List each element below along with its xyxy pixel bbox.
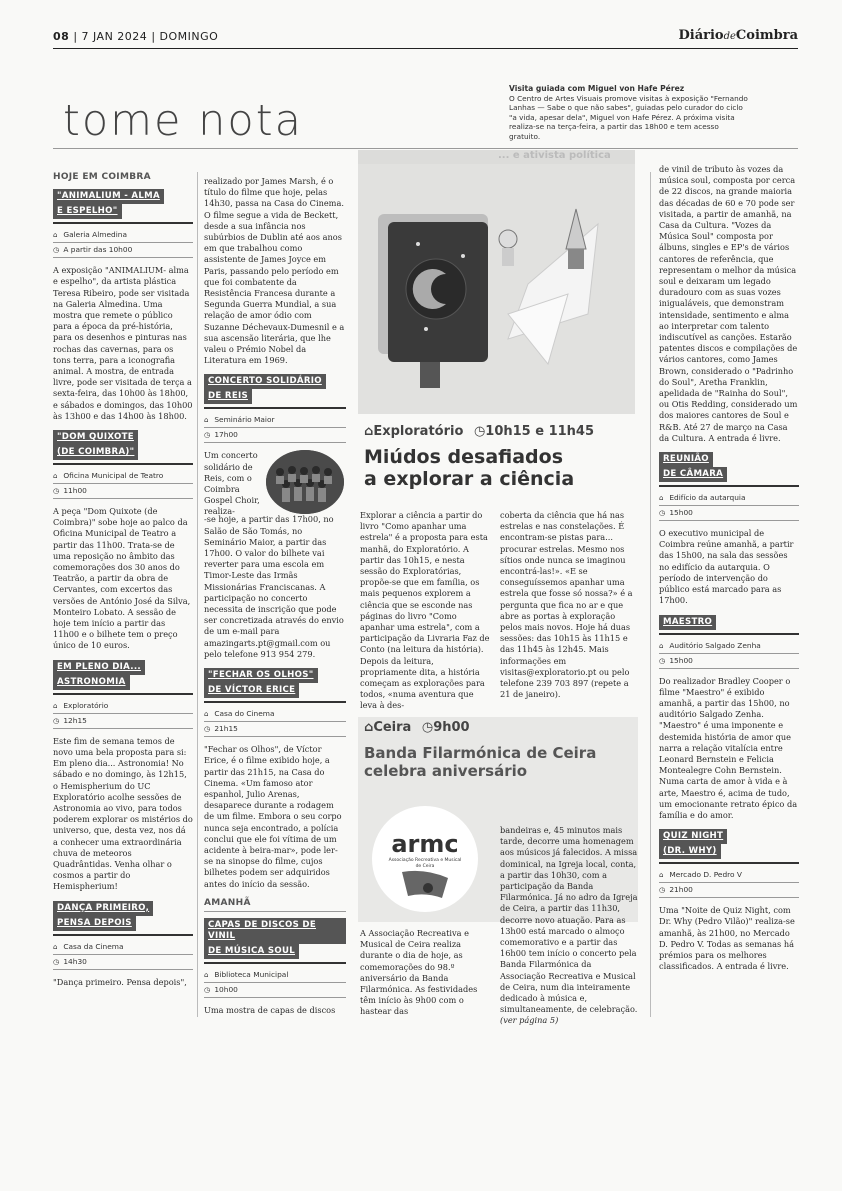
house-icon: ⌂ xyxy=(659,641,664,650)
exploratorio-headline: Miúdos desafiados a explorar a ciência xyxy=(364,446,575,490)
page-weekday: DOMINGO xyxy=(159,30,219,43)
house-icon: ⌂ xyxy=(364,720,374,735)
event-concerto-title: CONCERTO SOLIDÁRIO DE REIS xyxy=(204,374,346,409)
event-body: O executivo municipal de Coimbra reúne amanhã, a partir das 15h00, na sala das sessões no edifício da autarquia. O período de intervenção do público está marcado para as 17h00. xyxy=(659,528,794,606)
event-time: ◷ 15h00 xyxy=(659,654,799,669)
event-time: ◷ 21h00 xyxy=(659,883,799,898)
section-hoje: HOJE EM COIMBRA xyxy=(53,172,151,182)
visita-box xyxy=(509,84,749,142)
house-icon: ⌂ xyxy=(53,472,58,481)
title-divider xyxy=(53,148,798,149)
event-time: ◷ 21h15 xyxy=(204,722,346,737)
event-place: ⌂ Auditório Salgado Zenha xyxy=(659,639,799,654)
event-body: Um concerto solidário de Reis, com o Coimbra Gospel Choir, realiza- xyxy=(204,450,260,517)
event-place: ⌂ Biblioteca Municipal xyxy=(204,968,346,983)
house-icon: ⌂ xyxy=(204,970,209,979)
event-time: ◷ 10h00 xyxy=(204,983,346,998)
exploratorio-body-right: coberta da ciência que há nas estrelas e nas constelações. É encontram-se pistas para... procurar estrelas. Mesmo nos sítios onde nunca se imaginou encontrá-las!». «E se conseguíssemos apanhar uma estrela que fosse só nossa?» é a pergunta que fica no ar e que abre as portas à exploração pelos mais novos. Hoje há duas sessões: das 10h15 às 11h15 e das 11h45 às 12h45. Mais informações em visitas@exploratorio.pt ou pelo telefone 239 703 897 (repete a 21 de janeiro). xyxy=(500,510,633,700)
event-time: ◷ 12h15 xyxy=(53,714,193,729)
house-icon: ⌂ xyxy=(53,701,58,710)
clock-icon: ◷ xyxy=(204,985,211,994)
house-icon: ⌂ xyxy=(364,424,374,439)
event-place: ⌂ Edifício da autarquia xyxy=(659,491,799,506)
column-divider xyxy=(650,172,651,1017)
event-quixote-title: "DOM QUIXOTE (DE COIMBRA)" xyxy=(53,430,193,465)
event-body: Este fim de semana temos de novo uma bela proposta para si: Em pleno dia... Astronomia! No sábado e no domingo, às 12h15, o Hemispherium do UC Exploratório acolhe sessões de Astronomia ao vivo, para todos poderem explorar os mistérios do universo, que, desta vez, nos dá a conhecer uma extraordinária chuva de meteoros Quadrântidas. Venha olhar o cosmos a partir do Hemispherium! xyxy=(53,735,193,892)
clock-icon: ◷ xyxy=(659,886,666,895)
event-body: Uma mostra de capas de discos xyxy=(204,1004,336,1015)
event-place: ⌂ Oficina Municipal de Teatro xyxy=(53,469,193,484)
clock-icon: ◷ xyxy=(473,424,486,439)
clock-icon: ◷ xyxy=(204,725,211,734)
book-icon xyxy=(358,164,635,414)
event-time: ◷ 14h30 xyxy=(53,955,193,970)
event-place: ⌂ Casa do Cinema xyxy=(204,707,346,722)
clock-icon: ◷ xyxy=(659,509,666,518)
event-place: ⌂ Exploratório xyxy=(53,699,193,714)
event-time: ◷ 11h00 xyxy=(53,484,193,499)
clock-icon: ◷ xyxy=(53,487,60,496)
house-icon: ⌂ xyxy=(659,494,664,503)
exploratorio-body-left: Explorar a ciência a partir do livro "Como apanhar uma estrela" é a proposta para esta manhã, do Exploratório. A partir das 10h15, e nesta sessão do Exploratórias, propõe-se que em família, os mais pequenos explorem a ciência que se esconde nas páginas do livro "Como apanhar uma estrela", com a participação da Livraria Faz de Conto (na leitura da história). Depois da leitura, propriamente dita, a história começam as explorações para todos, «numa aventura que leva à des- xyxy=(360,510,490,711)
event-time: ◷ 17h00 xyxy=(204,428,346,443)
event-body: A peça "Dom Quixote (de Coimbra)" sobe hoje ao palco da Oficina Municipal de Teatro a partir das 11h00. Trata-se de uma reposição no âmbito das comemorações dos 30 anos do Teatrão, a partir da obra de Cervantes, com excertos das versões de António José da Silva, Monteiro Lobato. A sessão de hoje tem início a partir das 11h00 e o bilhete tem o preço único de 10 euros. xyxy=(53,506,191,651)
clock-icon: ◷ xyxy=(204,431,211,440)
column-1 xyxy=(53,172,193,988)
clock-icon: ◷ xyxy=(53,246,60,255)
armc-logo: armc Associação Recreativa e Musical de Ceira xyxy=(372,806,478,912)
newspaper-logo: DiáriodeCoimbra xyxy=(678,28,798,43)
clock-icon: ◷ xyxy=(659,656,666,665)
event-fechar-title: "FECHAR OS OLHOS" DE VÍCTOR ERICE xyxy=(204,668,346,703)
event-place: ⌂ Seminário Maior xyxy=(204,413,346,428)
clock-icon: ◷ xyxy=(53,716,60,725)
music-icon xyxy=(372,806,478,912)
clock-icon: ◷ xyxy=(53,957,60,966)
exploratorio-place-row: ⌂Exploratório ◷10h15 e 11h45 xyxy=(364,424,595,439)
section-amanha: AMANHÃ xyxy=(204,898,346,912)
event-body: Do realizador Bradley Cooper o filme "Maestro" é exibido amanhã, a partir das 15h00, no auditório Salgado Zenha. "Maestro" é uma imponente e destemida história de amor que narra a relação vitalícia entre Leonard Bernstein e Felicia Montealegre Cohn Bernstein. Numa carta de amor à vida e à arte, Maestro é, acima de tudo, um emocionante retrato épico da família e do amor. xyxy=(659,675,798,820)
event-animalium-title: "ANIMALIUM - ALMA E ESPELHO" xyxy=(53,189,193,224)
event-body: "Dança primeiro. Pensa depois", xyxy=(53,976,187,987)
page-header xyxy=(53,28,798,49)
event-body: Uma "Noite de Quiz Night, com Dr. Why (Pedro Vilão)" realiza-se amanhã, às 21h00, no Mercado D. Pedro V. Todas as semanas há prémios para os melhores classificados. A entrada é livre. xyxy=(659,905,795,972)
column-divider xyxy=(197,172,198,1017)
event-maestro-title: MAESTRO xyxy=(659,615,799,635)
visita-title: Visita guiada com Miguel von Hafe Pérez xyxy=(509,84,685,93)
ceira-body-left: A Associação Recreativa e Musical de Ceira realiza durante o dia de hoje, as comemorações do 98.º aniversário da Banda Filarmónica. As festividades têm início às 9h00 com o hastear das xyxy=(360,928,478,1017)
event-time: ◷ 15h00 xyxy=(659,506,799,521)
event-body: de vinil de tributo às vozes da música soul, composta por cerca de 22 discos, na grande maioria das décadas de 60 e 70 pode ser visitada, a partir de amanhã, na Casa da Cultura. "Vozes da Música Soul" composta por álbuns, singles e EP's de vários cantores de referência, que representam o melhor da música soul e deixaram um legado duradouro com as suas vozes inigualáveis, que demonstram intensidade, sentimento e alma ao interpretar com talento indiscutível as canções. Estarão patentes discos e compilações de vários cantores, como James Brown, considerado o "Padrinho do Soul", Aretha Franklin, apelidada de "Rainha do Soul", ou Otis Redding, considerado um dos maiores cantores de Soul e R&B. Até 27 de março na Casa da Cultura. A entrada é livre. xyxy=(659,164,798,443)
event-reuniao-title: REUNIÃO DE CÂMARA xyxy=(659,452,799,487)
house-icon: ⌂ xyxy=(204,710,209,719)
house-icon: ⌂ xyxy=(53,942,58,951)
event-place: ⌂ Galeria Almedina xyxy=(53,228,193,243)
house-icon: ⌂ xyxy=(53,231,58,240)
column-2 xyxy=(204,176,346,1016)
ceira-place-row: ⌂Ceira ◷9h00 xyxy=(364,720,470,735)
event-time: ◷ A partir das 10h00 xyxy=(53,243,193,258)
event-astronomia-title: EM PLENO DIA... ASTRONOMIA xyxy=(53,660,193,695)
book-illustration xyxy=(358,164,635,414)
house-icon: ⌂ xyxy=(204,416,209,425)
event-body: realizado por James Marsh, é o título do filme que hoje, pelas 14h30, passa na Casa do Cinema. O filme segue a vida de Beckett, desde a sua infância nos subúrbios de Dublin até aos anos em que trabalhou como assistente de James Joyce em Paris, passando pelo período em que foi combatente da Resistência Francesa durante a Segunda Guerra Mundial, a sua relação de amor ódio com Suzanne Déchevaux-Dumesnil e a sua ascensão literária, que lhe valeu o Prémio Nobel da Literatura em 1969. xyxy=(204,176,345,366)
event-place: ⌂ Mercado D. Pedro V xyxy=(659,868,799,883)
section-title: tome nota xyxy=(63,96,303,146)
choir-photo xyxy=(266,450,344,514)
event-danca-title: DANÇA PRIMEIRO, PENSA DEPOIS xyxy=(53,901,193,936)
ceira-body-right: bandeiras e, 45 minutos mais tarde, decorre uma homenagem aos músicos já falecidos. A missa dominical, na Igreja local, conta, a partir das 10h30, com a participação da Banda Filarmónica. Já no adro da Igreja de Ceira, a partir das 11h30, decorre novo atuação. Para as 13h00 está marcado o almoço comemorativo e a partir das 16h00 tem início o concerto pela Banda Filarmónica da Associação Recreativa e Musical de Ceira, num dia inteiramente dedicado à música e, simultaneamente, de celebração. (ver página 5) xyxy=(500,825,638,1026)
clock-icon: ◷ xyxy=(421,720,434,735)
event-body: "Fechar os Olhos", de Víctor Erice, é o filme exibido hoje, a partir das 21h15, na Casa do Cinema. «Um famoso ator espanhol, Julio Arenas, desaparece durante a rodagem de um filme. Embora o seu corpo nunca seja encontrado, a polícia conclui que ele foi vítima de um acidente à beira-mar», pode ler-se na sinopse do filme, cujos bilhetes podem ser adquiridos antes do início da sessão. xyxy=(204,744,342,889)
visita-body: O Centro de Artes Visuais promove visitas à exposição "Fernando Lanhas — Sabe o que não sabes", guiadas pelo curador do ciclo "a vida, apesar dela", Miguel von Hafe Pérez. A próxima visita realiza-se na terça-feira, a partir das 18h00 e tem acesso gratuito. xyxy=(509,93,748,141)
event-quiz-title: QUIZ NIGHT (DR. WHY) xyxy=(659,829,799,864)
event-body: A exposição "ANIMALIUM- alma e espelho", da artista plástica Teresa Ribeiro, pode ser visitada na Galeria Almedina. Uma mostra que remete o público para a época da pré-história, para os desenhos e pinturas nas rochas das cavernas, para os tons terra, para a iconografia animal. A mostra, de entrada livre, pode ser visitada de terça a sexta-feira, das 10h00 às 18h00, e sábados e domingos, das 10h00 às 13h00 e das 14h00 às 18h00. xyxy=(53,265,193,421)
column-4 xyxy=(659,164,799,972)
house-icon: ⌂ xyxy=(659,871,664,880)
page-date: 7 JAN 2024 xyxy=(81,30,148,43)
ghost-band: ... e ativista política xyxy=(358,150,635,164)
ceira-headline: Banda Filarmónica de Ceira celebra aniversário xyxy=(364,744,597,780)
event-place: ⌂ Casa da Cinema xyxy=(53,940,193,955)
event-vinil-title: CAPAS DE DISCOS DE VINIL DE MÚSICA SOUL xyxy=(204,918,346,964)
event-body: -se hoje, a partir das 17h00, no Salão de São Tomás, no Seminário Maior, a partir das 17h00. O valor do bilhete vai reverter para uma escola em Timor-Leste das Irmãs Missionárias Franciscanas. A participação no concerto necessita de inscrição que pode ser concretizada através do envio de um e-mail para amazingarts.pt@gmail.com ou pelo telefone 913 954 279. xyxy=(204,514,344,659)
page-header-info: 08 | 7 JAN 2024 | DOMINGO xyxy=(53,30,219,43)
page-number: 08 xyxy=(53,30,70,43)
